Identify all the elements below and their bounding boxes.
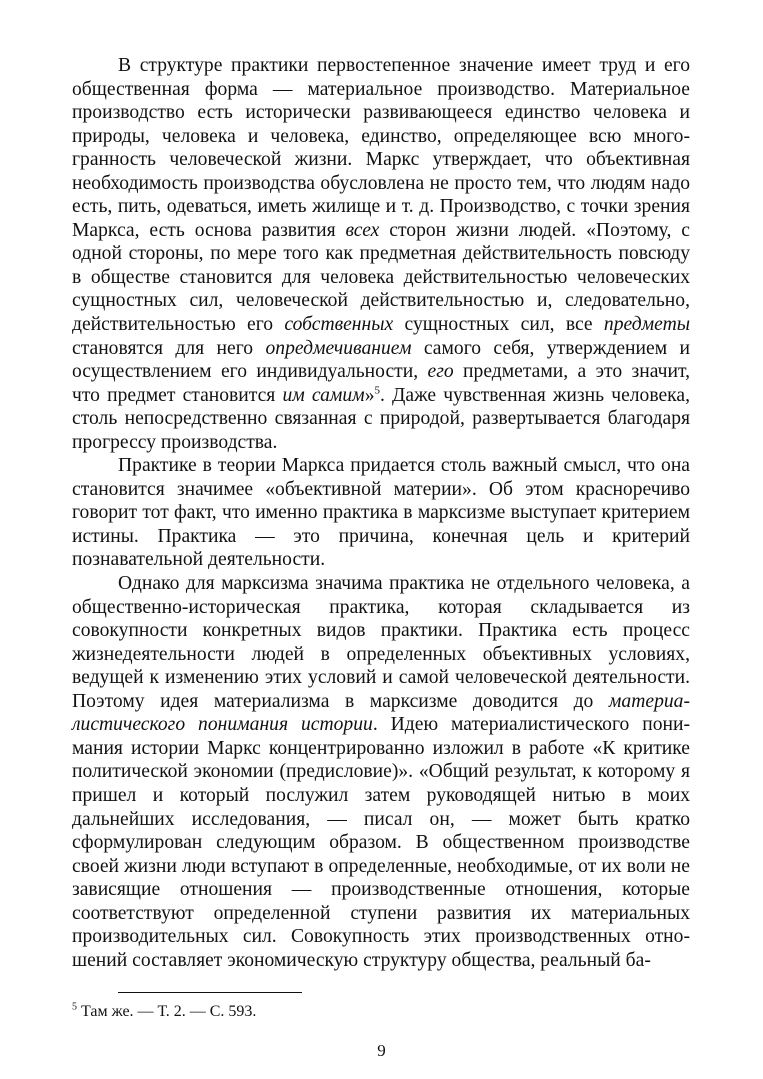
- footnote-text: Там же. — Т. 2. — С. 593.: [77, 1003, 257, 1020]
- page-body: [72, 54, 690, 972]
- footnote-reference: 5: [374, 384, 380, 397]
- paragraph-1: [72, 54, 690, 454]
- text-run: »: [364, 384, 375, 406]
- italic-emphasis: предметы: [603, 314, 690, 336]
- italic-emphasis: опредмечиванием: [265, 337, 412, 359]
- text-run: Однако для марксизма значима практика не отдельного человека, а общественно-историческая практика, которая складывается из совокупности конкретных видов практики. Практика есть процесс жизнедеятельности людей в определенных объективных условиях, ведущей к изменению этих условий и самой человеческой деятельности. Поэтому идея материализма в марксизме доводится до: [72, 573, 690, 712]
- page-number: 9: [377, 1041, 386, 1060]
- text-run: . Идею материалистического понимания истории Маркс концентрированно изложил в работе «К критике политической экономии (предисловие)». «Общий результат, к которому я пришел и который послужил затем руководящей нитью в моих дальнейших исследования, — писал он, — может быть кратко сформулирован следующим образом. В общественном производстве своей жизни люди вступают в определенные, необходимые, от их воли не зависящие отношения — производственные отношения, которые соответствуют определенной ступени развития их материальных производительных сил. Совокупность этих производственных отношений составляет экономическую структуру общества, реальный ба-: [72, 714, 690, 971]
- text-run: Практике в теории Маркса придается столь важный смысл, что она становится значимее «объективной материи». Об этом красноречиво говорит тот факт, что именно практика в марксизме выступает критерием истины. Практика — это причина, конечная цель и критерий познавательной деятельности.: [72, 455, 690, 571]
- paragraph-2: [72, 454, 690, 572]
- text-run: самого себя, утверждением и осуществлением его индивидуальности,: [72, 337, 690, 383]
- footnote-mark: 5: [72, 1001, 77, 1013]
- italic-emphasis: материалистического понимания истории: [72, 690, 690, 736]
- italic-emphasis: его: [427, 361, 454, 383]
- text-run: сторон жизни людей. «Поэтому, с одной стороны, по мере того как предметная действительность повсюду в обществе становится для человека действительностью человеческих сущностных сил, человеческой действительностью и, следовательно, действительностью его: [72, 219, 690, 336]
- footnote: [72, 1002, 256, 1022]
- paragraph-3: [72, 572, 690, 972]
- text-run: становятся для него: [72, 337, 266, 359]
- italic-emphasis: собственных: [284, 314, 394, 336]
- text-run: предметами, а это значит, что предмет становится: [72, 361, 690, 406]
- text-run: . Даже чувственная жизнь человека, столь непосредственно связанная с природой, развертывается благодаря прогрессу производства.: [72, 384, 690, 453]
- footnote-separator: [118, 992, 302, 993]
- text-run: В структуре практики первостепенное значение имеет труд и его общественная форма — материальное производство. Материальное производство есть исторически развивающееся единство человека и природы, человека и человека, единство, определяющее всю многогранность человеческой жизни. Маркс утверждает, что объективная необходимость производства обусловлена не просто тем, что людям надо есть, пить, одеваться, иметь жилище и т. д. Производство, с точки зрения Маркса, есть основа развития: [72, 55, 690, 241]
- italic-emphasis: им самим: [282, 384, 365, 406]
- text-run: сущностных сил, все: [393, 314, 604, 336]
- italic-emphasis: всех: [345, 219, 380, 241]
